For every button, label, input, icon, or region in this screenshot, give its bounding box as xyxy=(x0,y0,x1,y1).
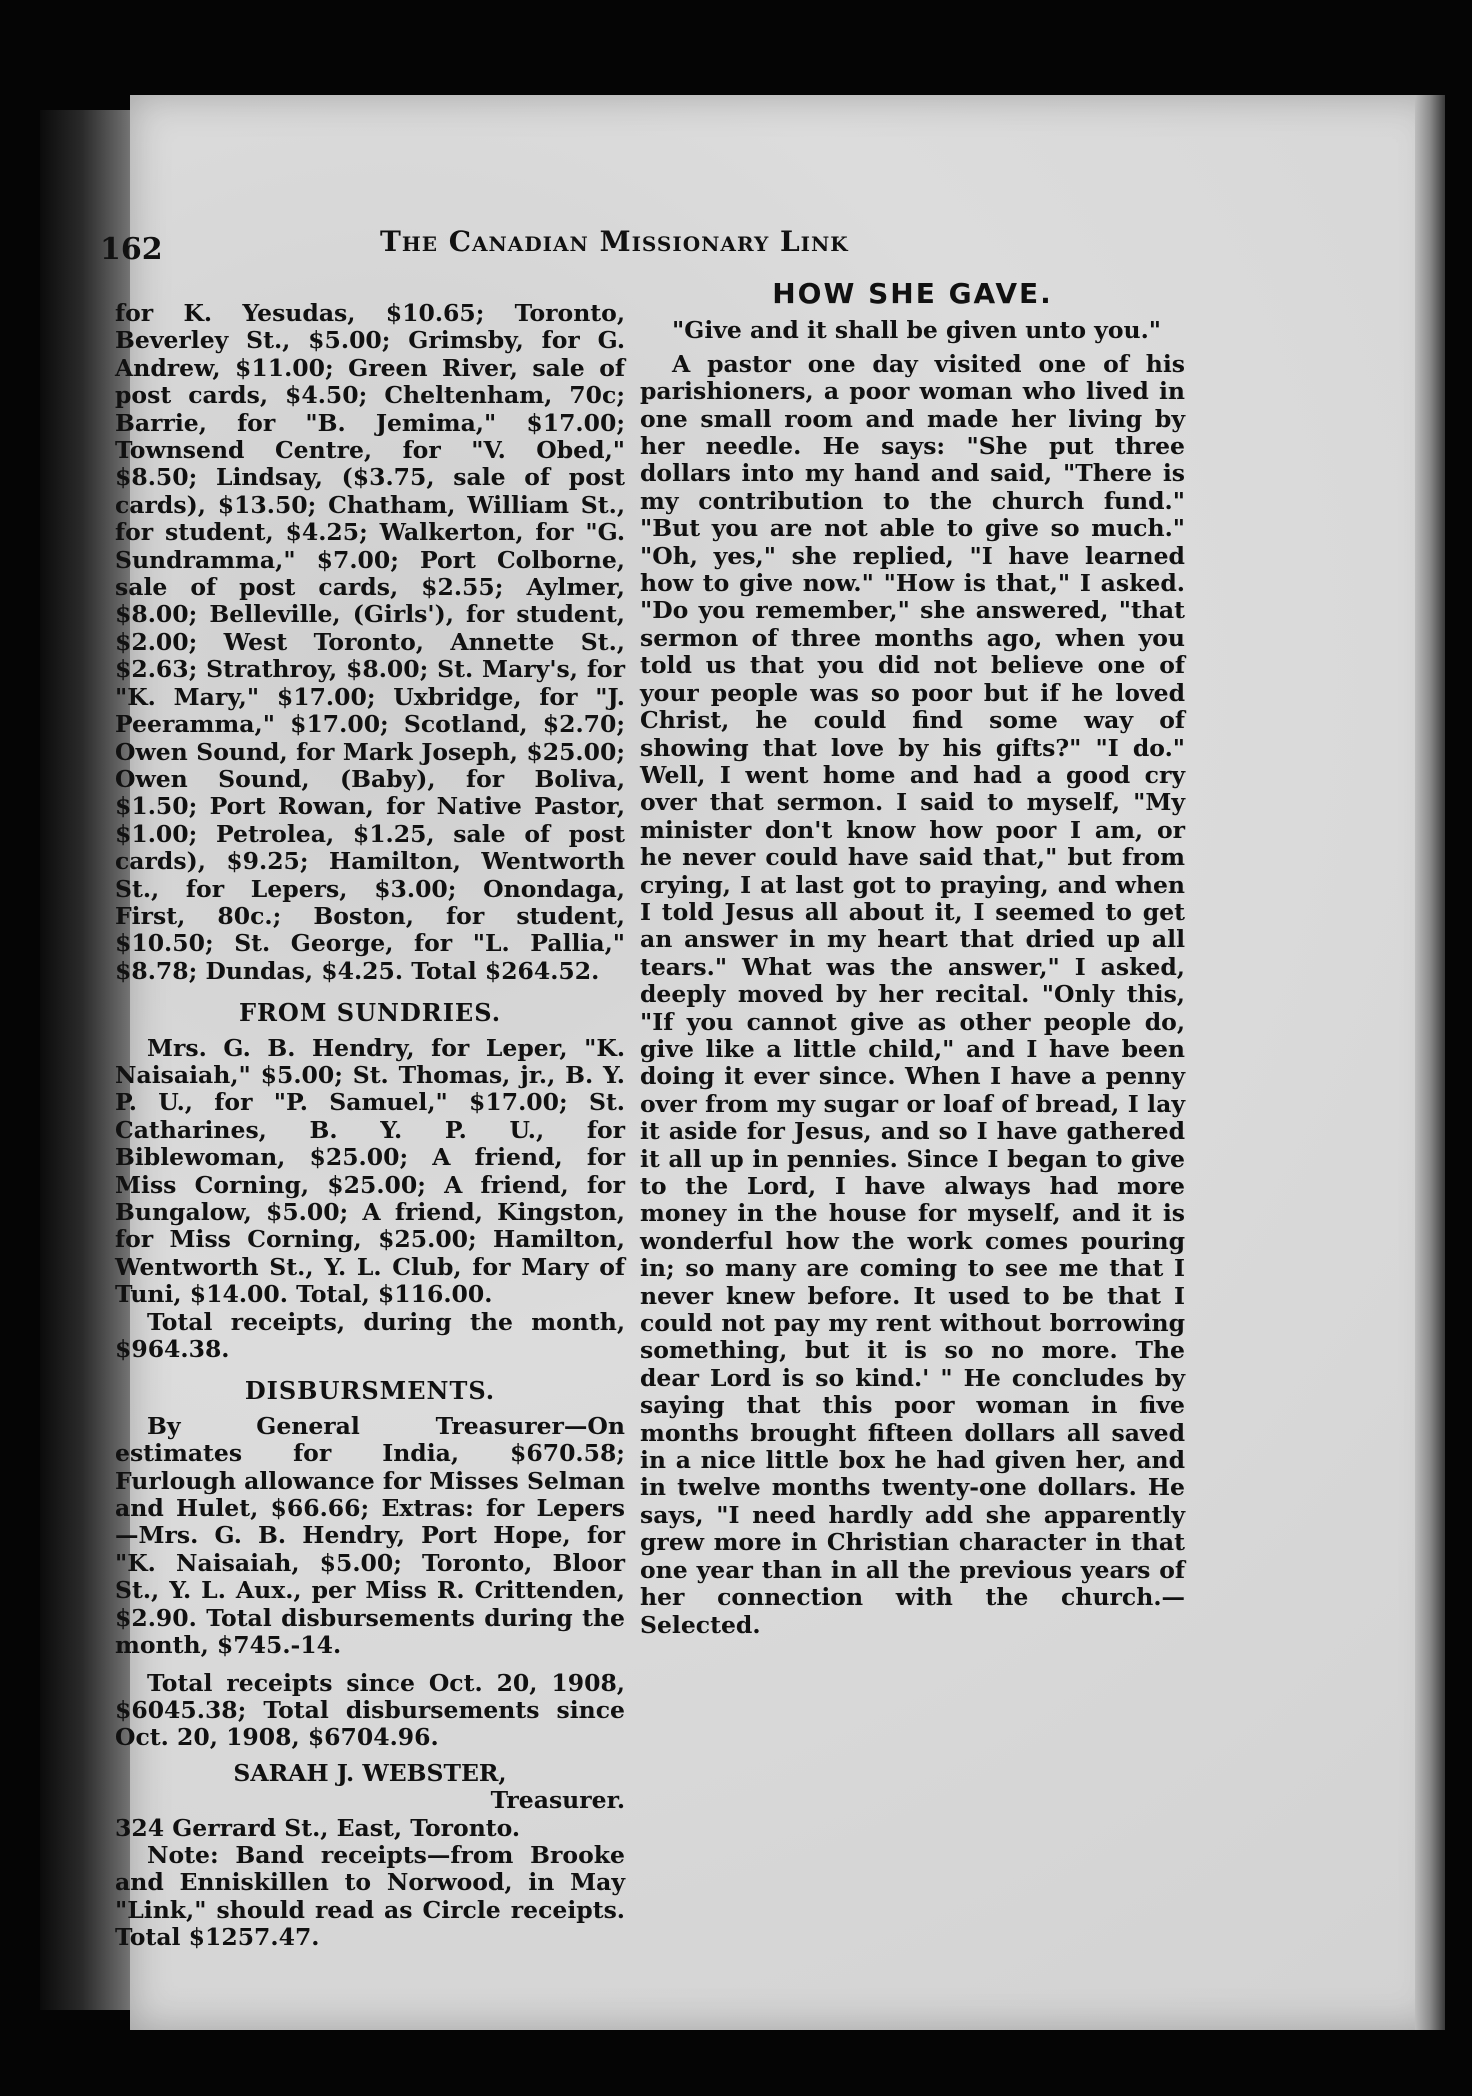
article-epigraph: "Give and it shall be given unto you." xyxy=(672,316,1162,345)
right-column xyxy=(640,277,1185,1639)
article-body: A pastor one day visited one of his parishioners, a poor woman who lived in one small room and made her living by her needle. He says: "She put three dollars into my hand and said, "There is my contribution to the church fund." "But you are not able to give so much." "Oh, yes," she replied, "I have learned how to give now." "How is that," I asked. "Do you remember," she answered, "that sermon of three months ago, when you told us that you did not believe one of your people was so poor but if he loved Christ, he could find some way of showing that love by his gifts?" "I do." Well, I went home and had a good cry over that sermon. I said to myself, "My minister don't know how poor I am, or he never could have said that," but from crying, I at last got to praying, and when I told Jesus all about it, I seemed to get an answer in my heart that dried up all tears." What was the answer," I asked, deeply moved by her recital. "Only this, "If you cannot give as other people do, give like a little child," and I have been doing it ever since. When I have a penny over from my sugar or loaf of bread, I lay it aside for Jesus, and so I have gathered it all up in pennies. Since I began to give to the Lord, I have always had more money in the house for myself, and it is wonderful how the work comes pouring in; so many are coming to see me that I never knew before. It used to be that I could not pay my rent without borrowing something, but it is so no more. The dear Lord is so kind.' " He concludes by saying that this poor woman in five months brought fifteen dollars all saved in a nice little box he had given her, and in twelve months twenty-one dollars. He says, "I need hardly add she apparently grew more in Christian character in that one year than in all the previous years of her connection with the church.—Selected. xyxy=(640,349,1185,1639)
signature-role: Treasurer. xyxy=(490,1786,625,1815)
note-text: Note: Band receipts—from Brooke and Enniskillen to Norwood, in May "Link," should read as Circle receipts. Total $1257.47. xyxy=(115,1840,625,1952)
running-title: The Canadian Missionary Link xyxy=(380,225,849,258)
sundries-heading: FROM SUNDRIES. xyxy=(238,998,502,1028)
sundries-text: Mrs. G. B. Hendry, for Leper, "K. Naisaiah," $5.00; St. Thomas, jr., B. Y. P. U., for "P. Samuel," $17.00; St. Catharines, B. Y. P. U., for Biblewoman, $25.00; A friend, for Miss Corning, $25.00; A friend, for Bungalow, $5.00; A friend, Kingston, for Miss Corning, $25.00; Hamilton, Wentworth St., Y. L. Club, for Mary of Tuni, $14.00. Total, $116.00. xyxy=(115,1033,625,1309)
page-edge xyxy=(1415,95,1445,2030)
signature-name: SARAH J. WEBSTER, xyxy=(233,1758,507,1787)
disbursments-heading: DISBURSMENTS. xyxy=(244,1376,496,1406)
total-receipts-month: Total receipts, during the month, $964.38. xyxy=(115,1307,625,1364)
disbursments-text: By General Treasurer—On estimates for India, $670.58; Furlough allowance for Misses Selman and Hulet, $66.66; Extras: for Lepers—Mrs. G. B. Hendry, Port Hope, for "K. Naisaiah, $5.00; Toronto, Bloor St., Y. L. Aux., per Miss R. Crittenden, $2.90. Total disbursements during the month, $745.-14. xyxy=(115,1411,626,1660)
page-number: 162 xyxy=(100,232,163,267)
receipts-continued-text: for K. Yesudas, $10.65; Toronto, Beverley St., $5.00; Grimsby, for G. Andrew, $11.00; Green River, sale of post cards, $4.50; Cheltenham, 70c; Barrie, for "B. Jemima," $17.00; Townsend Centre, for "V. Obed," $8.50; Lindsay, ($3.75, sale of post cards), $13.50; Chatham, William St., for student, $4.25; Walkerton, for "G. Sundramma," $7.00; Port Colborne, sale of post cards, $2.55; Aylmer, $8.00; Belleville, (Girls'), for student, $2.00; West Toronto, Annette St., $2.63; Strathroy, $8.00; St. Mary's, for "K. Mary," $17.00; Uxbridge, for "J. Peeramma," $17.00; Scotland, $2.70; Owen Sound, for Mark Joseph, $25.00; Owen Sound, (Baby), for Boliva, $1.50; Port Rowan, for Native Pastor, $1.00; Petrolea, $1.25, sale of post cards), $9.25; Hamilton, Wentworth St., for Lepers, $3.00; Onondaga, First, 80c.; Boston, for student, $10.50; St. George, for "L. Pallia," $8.78; Dundas, $4.25. Total $264.52. xyxy=(115,299,625,985)
total-since-text: Total receipts since Oct. 20, 1908, $6045.38; Total disbursements since Oct. 20, 1908, $6704.96. xyxy=(115,1668,625,1752)
article-title: HOW SHE GAVE. xyxy=(772,277,1053,310)
left-column xyxy=(115,300,625,1952)
address: 324 Gerrard St., East, Toronto. xyxy=(115,1813,521,1842)
